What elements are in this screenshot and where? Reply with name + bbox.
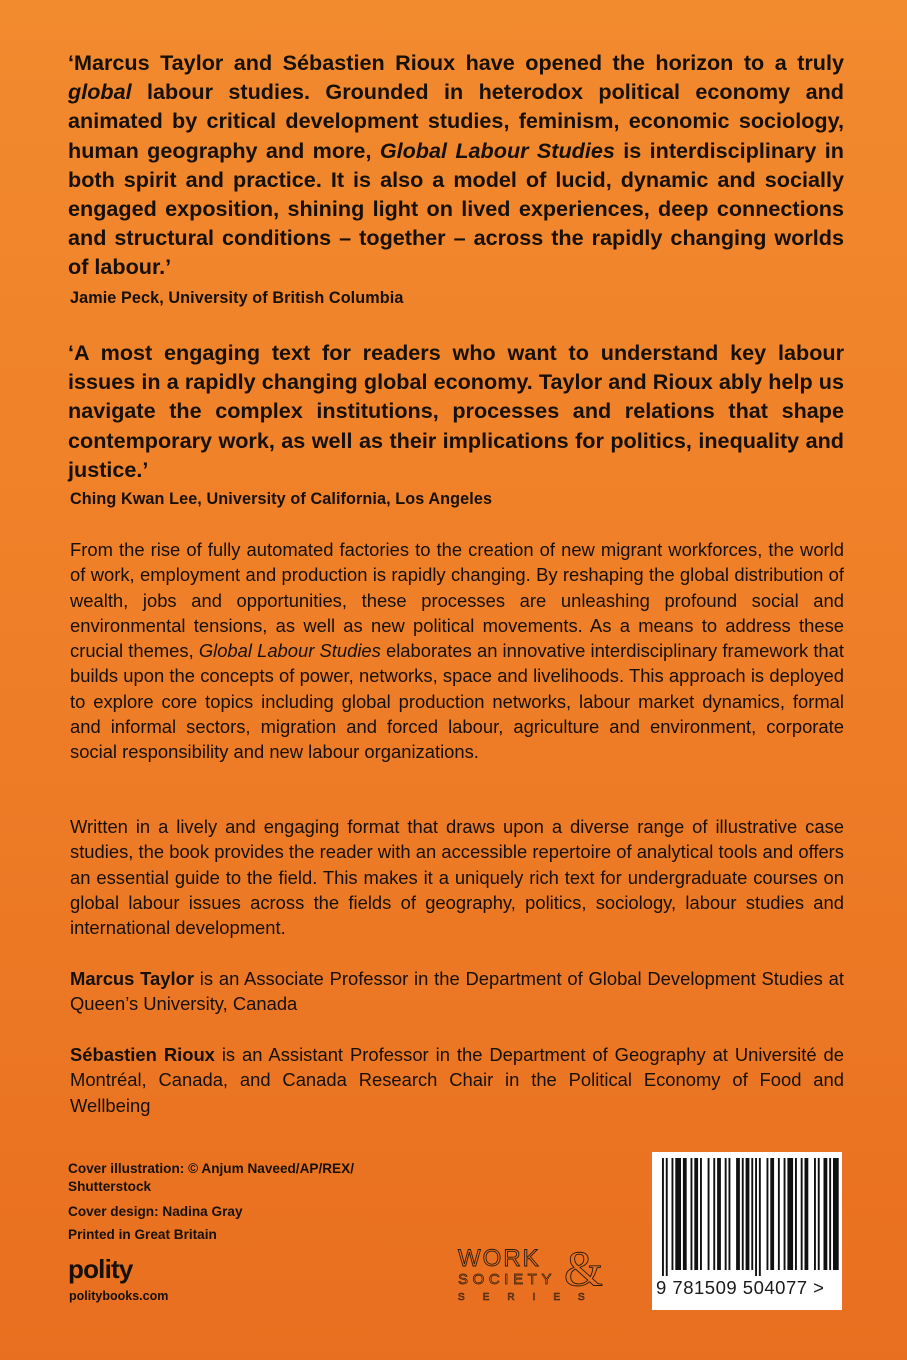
barcode-bar — [767, 1158, 769, 1270]
quote-1-italic-title: Global Labour Studies — [379, 137, 615, 163]
description-paragraph-2: Written in a lively and engaging format that draws upon a diverse range of illustrative case studies, the book provides the reader with an accessible repertoire of analytical tools and offers an essential guide to the field. This makes it a uniquely rich text for undergraduate courses on global labour issues across the fields of geography, politics, sociology, labour studies and international development. — [70, 816, 844, 939]
description-paragraph-1: From the rise of fully automated factories to the creation of new migrant workforces, the world of work, employment and production is rapidly changing. By reshaping the global distribution of wealth, jobs and opportunities, these processes are unleashing profound social and environmental tensions, as well as new political movements. As a means to address these crucial themes, Global Labour Studies elaborates an innovative interdisciplinary framework that builds upon the concepts of power, networks, space and livelihoods. This approach is deployed to explore core topics including global production networks, labour market dynamics, formal and informal sectors, migration and forced labour, agriculture and environment, corporate social responsibility and new labour organizations. — [70, 539, 844, 763]
barcode-bar — [729, 1158, 731, 1270]
barcode-bar — [784, 1158, 786, 1270]
author-name-rioux: Sébastien Rioux — [70, 1044, 215, 1065]
barcode-bar — [708, 1158, 710, 1270]
barcode-bar — [824, 1158, 828, 1270]
barcode-bar — [675, 1158, 681, 1270]
barcode-bar — [801, 1158, 803, 1270]
barcode-bar — [795, 1158, 797, 1270]
barcode-bar — [755, 1158, 757, 1276]
description-book-title: Global Labour Studies — [198, 640, 381, 662]
series-word-work: WORK — [458, 1245, 541, 1272]
series-ampersand: & — [564, 1244, 603, 1296]
work-society-series-logo — [456, 1244, 636, 1304]
isbn-barcode — [652, 1152, 842, 1310]
printed-in-credit: Printed in Great Britain — [68, 1227, 217, 1242]
quote-2-attribution: Ching Kwan Lee, University of California, Los Angeles — [70, 490, 493, 508]
barcode-bar — [829, 1158, 831, 1270]
barcode-bar — [759, 1158, 761, 1276]
barcode-bar — [818, 1158, 820, 1270]
barcode-bar — [694, 1158, 698, 1270]
series-word-series: SERIES — [458, 1292, 603, 1303]
barcode-bar — [713, 1158, 715, 1270]
barcode-bar — [814, 1158, 816, 1270]
barcode-bar — [662, 1158, 664, 1276]
publisher-url[interactable]: politybooks.com — [69, 1289, 169, 1303]
barcode-bar — [833, 1158, 839, 1270]
barcode-bar — [770, 1158, 774, 1270]
barcode-bar — [666, 1158, 668, 1276]
endorsement-quote-2: ‘A most engaging text for readers who want to understand key labour issues in a rapidly changing global economy. Taylor and Rioux ably help us navigate the complex institutions, processes and relations that shape contemporary work, as well as their implications for politics, inequality and justice.’ — [68, 340, 844, 482]
barcode-bar — [746, 1158, 750, 1270]
barcode-bar — [778, 1158, 780, 1270]
barcode-bar — [683, 1158, 687, 1270]
author-name-taylor: Marcus Taylor — [70, 968, 194, 989]
quote-1-attribution: Jamie Peck, University of British Columbia — [70, 289, 404, 307]
series-word-society: SOCIETY — [458, 1271, 557, 1288]
polity-logo: polity — [68, 1254, 133, 1284]
quote-1-text-c: is interdisciplinary in both spirit and practice. It is also a model of lucid, dynamic and socially engaged exposition, shining light on lived experiences, deep connections and structural conditions – together – across the rapidly changing worlds of labour.’ — [68, 137, 844, 280]
endorsement-quote-1 — [68, 48, 844, 282]
barcode-bar — [736, 1158, 740, 1270]
barcode-bar — [717, 1158, 721, 1270]
quote-1-text-b: labour studies. Grounded in heterodox political economy and animated by critical development studies, feminism, economic sociology, human geography and more, — [68, 79, 844, 163]
author-bio-rioux: Sébastien Rioux is an Assistant Professor in the Department of Geography at Université de Montréal, Canada, and Canada Research Chair in the Political Economy of Food and Wellbeing — [70, 1044, 844, 1116]
barcode-bar — [725, 1158, 727, 1270]
barcode-bar — [672, 1158, 674, 1270]
barcode-bar — [787, 1158, 793, 1270]
cover-illustration-credit: Cover illustration: © Anjum Naveed/AP/REX/ Shutterstock — [68, 1161, 354, 1194]
quote-1-italic-global: global — [68, 79, 132, 105]
barcode-bar — [805, 1158, 809, 1270]
quote-1-text-a: ‘Marcus Taylor and Sébastien Rioux have opened the horizon to a truly — [68, 50, 844, 75]
barcode-bar — [691, 1158, 693, 1270]
barcode-bar — [700, 1158, 702, 1270]
isbn-digits: 9 781509 504077 > — [656, 1277, 825, 1298]
cover-design-credit: Cover design: Nadina Gray — [68, 1204, 243, 1219]
author-bio-taylor: Marcus Taylor is an Associate Professor in the Department of Global Development Studies at Queen’s University, Canada — [70, 968, 844, 1015]
barcode-bar — [751, 1158, 753, 1270]
barcode-bar — [742, 1158, 744, 1270]
